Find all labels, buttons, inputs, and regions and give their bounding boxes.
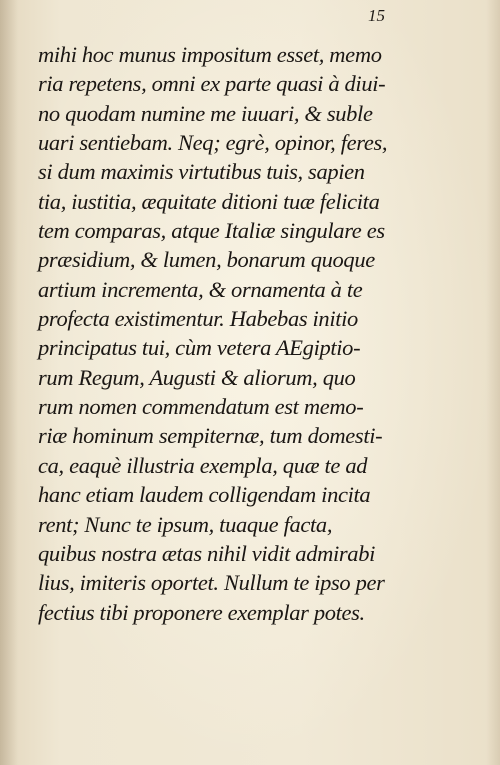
text-line: præsidium, & lumen, bonarum quoque [38,247,375,273]
gutter-shadow [0,0,18,765]
text-line: no quodam numine me iuuari, & suble [38,100,373,126]
text-line: ca, eaquè illustria exempla, quæ te ad [38,452,368,478]
text-line: principatus tui, cùm vetera AEgiptio- [38,335,361,361]
text-line: riæ hominum sempiternæ, tum domesti- [38,423,383,449]
text-line: rum Regum, Augusti & aliorum, quo [38,364,356,390]
page-number: 15 [368,6,385,25]
text-line: quibus nostra ætas nihil vidit admirabi [38,540,376,566]
text-line: rum nomen commendatum est memo- [38,394,364,420]
text-line: si dum maximis virtutibus tuis, sapien [38,159,365,185]
text-line: lius, imiteris oportet. Nullum te ipso per [38,570,385,596]
text-line: artium incrementa, & ornamenta à te [38,276,363,302]
text-line: ria repetens, omni ex parte quasi à diui- [38,71,386,97]
text-line: mihi hoc munus impositum esset, memo [38,42,382,67]
page-edge-stain [486,0,500,765]
text-line: uari sentiebam. Neq; egrè, opinor, feres, [38,130,388,156]
body-text [38,40,410,627]
text-line: rent; Nunc te ipsum, tuaque facta, [38,511,333,537]
text-line: fectius tibi proponere exemplar potes. [38,599,365,625]
text-line: hanc etiam laudem colligendam incita [38,482,371,508]
text-line: tia, iustitia, æquitate ditioni tuæ felicita [38,188,380,214]
text-line: tem comparas, atque Italiæ singulare es [38,218,385,244]
text-line: profecta existimentur. Habebas initio [38,306,358,332]
